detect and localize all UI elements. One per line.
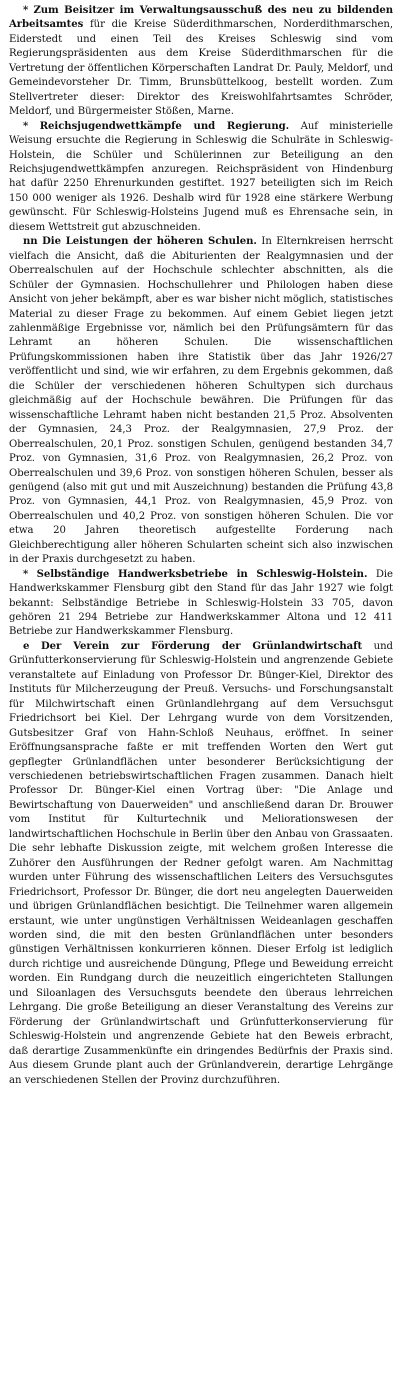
article-gruenlandwirtschaft (9, 640, 393, 1088)
article-marker: * (23, 568, 29, 580)
article-body: für die Kreise Süderdithmarschen, Norderdithmarschen, Eiderstedt und einen Teil des Kreises Schleswig sind vom Regierungspräsidenten aus dem Kreise Süderdithmarschen für die Vertretung der öffentlichen Körperschaften Landrat Dr. Pauly, Meldorf, und Gemeindevorsteher Dr. Timm, Brunsbüttelkoog, bestellt worden. Zum Stellvertreter dieser: Direktor des Kreiswohlfahrtsamtes Schröder, Meldorf, und Bürgermeister Stößen, Marne. (9, 19, 393, 118)
article-reichsjugendwettkaempfe (9, 120, 393, 236)
article-headline: Zum Beisitzer im Verwaltungsausschuß des neu zu bildenden Arbeitsamtes (9, 5, 393, 31)
article-headline: Reichsjugendwettkämpfe und Regierung. (39, 120, 290, 132)
article-headline: Selbständige Handwerksbetriebe in Schleswig-Holstein. (36, 568, 368, 580)
article-marker: e (23, 640, 30, 652)
article-headline: Der Verein zur Förderung der Grünlandwirtschaft (40, 640, 363, 652)
article-handwerksbetriebe (9, 568, 393, 640)
article-body: Auf ministerielle Weisung ersuchte die Regierung in Schleswig die Schulräte in Schleswig-Holstein, die Schüler und Schülerinnen zur Beteiligung an den Reichsjugendwettkämpfen anzuregen. Reichspräsident von Hindenburg hat dafür 2250 Ehrenurkunden gestiftet. 1927 beteiligten sich im Reich 150 000 weniger als 1926. Deshalb wird für 1928 eine stärkere Werbung gewünscht. Für Schleswig-Holsteins Jugend muß es Ehrensache sein, in diesem Wettstreit gut abzuschneiden. (9, 120, 393, 233)
article-marker: nn (23, 236, 38, 248)
article-body: In Elternkreisen herrscht vielfach die Ansicht, daß die Abiturienten der Realgymnasien und der Oberrealschulen auf der Hochschule schlechter abschnitten, als die Schüler der Gymnasien. Hochschullehrer und Philologen haben diese Ansicht von jeher bekämpft, aber es war bisher nicht möglich, statistisches Material zu dieser Frage zu bekommen. Auf einem Gebiet liegen jetzt zahlenmäßige Ergebnisse vor, nämlich bei den Prüfungsämtern für das Lehramt an höheren Schulen. Die wissenschaftlichen Prüfungskommissionen haben ihre Statistik über das Jahr 1926/27 veröffentlicht und sind, wie wir erfahren, zu dem Ergebnis gekommen, daß die Schüler der verschiedenen höheren Schultypen sich durchaus gleichmäßig auf der Hochschule bewähren. Die Prüfungen für das wissenschaftliche Lehramt haben nicht bestanden 21,5 Proz. Absolventen der Gymnasien, 24,3 Proz. der Realgymnasien, 27,9 Proz. der Oberrealschulen, 20,1 Proz. sonstigen Schulen, genügend bestanden 34,7 Proz. von Gymnasien, 31,6 Proz. von Realgymnasien, 26,2 Proz. von Oberrealschulen und 39,6 Proz. von sonstigen höheren Schulen, besser als genügend (also mit gut und mit Auszeichnung) bestanden die Prüfung 43,8 Proz. von Gymnasien, 44,1 Proz. von Realgymnasien, 45,9 Proz. von Oberrealschulen und 40,2 Proz. von sonstigen höheren Schulen. Die vor etwa 20 Jahren theoretisch aufgestellte Forderung nach Gleichberechtigung aller höheren Schularten scheint sich also inzwischen in der Praxis durchgesetzt zu haben. (9, 236, 393, 566)
article-body: und Grünfutterkonservierung für Schleswig-Holstein und angrenzende Gebiete veranstaltete auf Einladung von Professor Dr. Bünger-Kiel, Direktor des Instituts für Milcherzeugung der Preuß. Versuchs- und Forschungsanstalt für Milchwirtschaft einen Grünlandlehrgang auf dem Versuchsgut Friedrichsort bei Kiel. Der Lehrgang wurde von dem Vorsitzenden, Gutsbesitzer Graf von Hahn-Schloß Neuhaus, eröffnet. In seiner Eröffnungsansprache faßte er mit treffenden Worten den Wert gut gepflegter Grünlandflächen unter besonderer Berücksichtigung der verschiedenen betriebswirtschaftlichen Fragen zusammen. Danach hielt Professor Dr. Bünger-Kiel einen Vortrag über: "Die Anlage und Bewirtschaftung von Dauerweiden" und anschließend daran Dr. Brouwer vom Institut für Kulturtechnik und Meliorationswesen der landwirtschaftlichen Hochschule in Berlin über den Anbau von Grassaaten. Die sehr lebhafte Diskussion zeigte, mit welchem großen Interesse die Zuhörer den Ausführungen der Redner gefolgt waren. Am Nachmittag wurden unter Führung des wissenschaftlichen Leiters des Versuchsgutes Friedrichsort, Professor Dr. Bünger, die dort neu angelegten Dauerweiden und übrigen Grünlandflächen besichtigt. Die Teilnehmer waren allgemein erstaunt, wie unter ungünstigen Verhältnissen Weideanlagen geschaffen worden sind, die mit den besten Grünlandflächen unter besonders günstigen Verhältnissen konkurrieren können. Dieser Erfolg ist lediglich durch richtige und ausreichende Düngung, Pflege und Beweidung erreicht worden. Ein Rundgang durch die neuzeitlich eingerichteten Stallungen und Siloanlagen des Versuchsguts beendete den überaus lehrreichen Lehrgang. Die große Beteiligung an dieser Veranstaltung des Vereins zur Förderung der Grünlandwirtschaft und Grünfutterkonservierung für Schleswig-Holstein und angrenzende Gebiete hat den Beweis erbracht, daß derartige Zusammenkünfte ein dringendes Bedürfnis der Praxis sind. Aus diesem Grunde plant auch der Grünlandverein, derartige Lehrgänge an verschiedenen Stellen der Provinz durchzuführen. (9, 640, 393, 1086)
article-marker: * (23, 120, 29, 132)
article-headline: Die Leistungen der höheren Schulen. (42, 236, 257, 248)
article-marker: * (23, 5, 29, 16)
article-hoehere-schulen (9, 235, 393, 567)
article-body: Die Handwerkskammer Flensburg gibt den Stand für das Jahr 1927 wie folgt bekannt: Selbständige Betriebe in Schleswig-Holstein 33 705, davon gehören 21 294 Betriebe zur Handwerkskammer Altona und 12 411 Betriebe zur Handwerkskammer Flensburg. (9, 568, 393, 638)
article-arbeitsamt (9, 4, 393, 120)
